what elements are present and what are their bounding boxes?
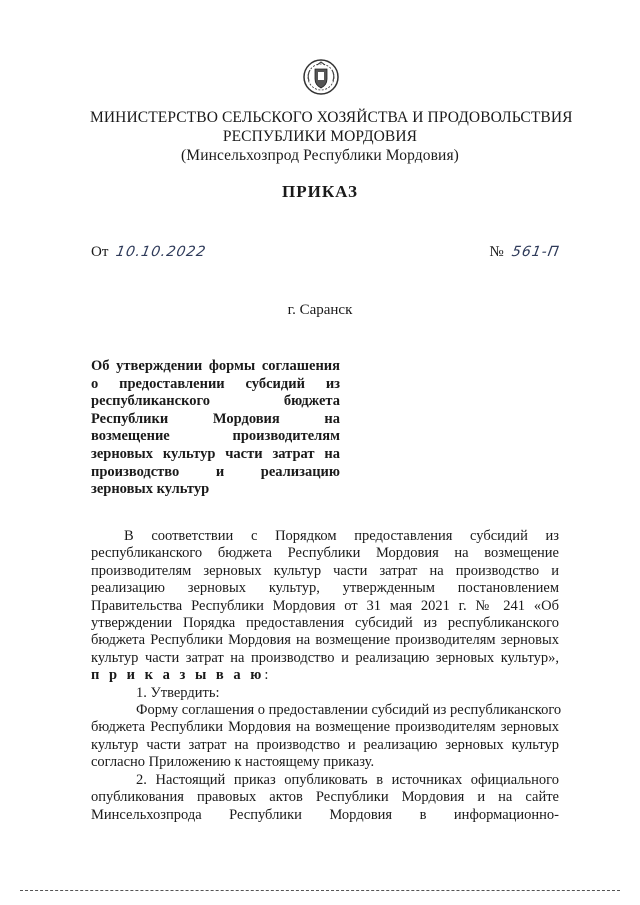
subject-line: зерновых культур части затрат на xyxy=(91,445,340,462)
date-number-row xyxy=(91,244,559,268)
body-line: производителям зерновых культур части затрат на производство и xyxy=(91,562,559,579)
page-bottom-divider xyxy=(20,890,620,892)
body-line: опубликования правовых актов Республики Мордовия и на сайте xyxy=(91,789,559,806)
body-line: В соответствии с Порядком предоставления субсидий из xyxy=(124,528,559,544)
body-line: республиканского бюджета Республики Мордовия на возмещение xyxy=(91,545,559,562)
coat-of-arms-emblem xyxy=(301,57,341,97)
handwritten-date: 10.10.2022 xyxy=(114,244,208,260)
body-line: Правительства Республики Мордовия от 31 мая 2021 г. № 241 «Об xyxy=(91,597,559,614)
body-line: бюджета Республики Мордовия на возмещение производителям зерновых xyxy=(91,719,559,736)
body-line: 2. Настоящий приказ опубликовать в источниках официального xyxy=(136,771,559,788)
body-line: Минсельхозпрода Республики Мордовия в информационно- xyxy=(91,806,559,823)
city-name: г. Саранск xyxy=(287,302,353,318)
handwritten-number: 561-П xyxy=(510,244,561,260)
ministry-name-line1: МИНИСТЕРСТВО СЕЛЬСКОГО ХОЗЯЙСТВА И ПРОДОВОЛЬСТВИЯ xyxy=(90,109,573,126)
subject-line: о предоставлении субсидий из xyxy=(91,375,340,392)
subject-line: производство и реализацию xyxy=(91,463,340,480)
body-line: согласно Приложению к настоящему приказу. xyxy=(91,754,375,771)
ministry-header xyxy=(90,108,573,165)
order-body xyxy=(91,528,562,824)
body-line: реализацию зерновых культур, утвержденным постановлением xyxy=(91,580,559,597)
order-word: п р и к а з ы в а ю xyxy=(91,667,265,684)
body-line: культур части затрат на производство и реализацию зерновых культур xyxy=(91,736,559,753)
item-1: 1. Утвердить: xyxy=(136,684,220,701)
ministry-name-line2: РЕСПУБЛИКИ МОРДОВИЯ xyxy=(222,128,418,145)
order-directive xyxy=(91,667,559,684)
body-line: утверждении Порядка предоставления субсидий из республиканского xyxy=(91,615,559,632)
body-line: культур части затрат на производство и реализацию зерновых культур», xyxy=(91,649,559,666)
number-block xyxy=(489,244,559,261)
subject-line: Об утверждении формы соглашения xyxy=(91,358,340,374)
order-subject xyxy=(91,358,340,499)
subject-line: возмещение производителям xyxy=(91,428,340,445)
body-line: бюджета Республики Мордовия на возмещение производителям зерновых xyxy=(91,632,559,649)
subject-line: Республики Мордовия на xyxy=(91,410,340,427)
order-colon: : xyxy=(264,667,269,684)
subject-line: республиканского бюджета xyxy=(91,393,340,410)
body-line: Форму соглашения о предоставлении субсидий из республиканского xyxy=(136,702,562,719)
date-label: От xyxy=(91,244,109,260)
document-title: ПРИКАЗ xyxy=(282,182,358,201)
ministry-short-name: (Минсельхозпрод Республики Мордовия) xyxy=(181,147,459,164)
date-block xyxy=(91,244,207,261)
subject-line: зерновых культур xyxy=(91,481,210,498)
number-label: № xyxy=(489,244,504,260)
